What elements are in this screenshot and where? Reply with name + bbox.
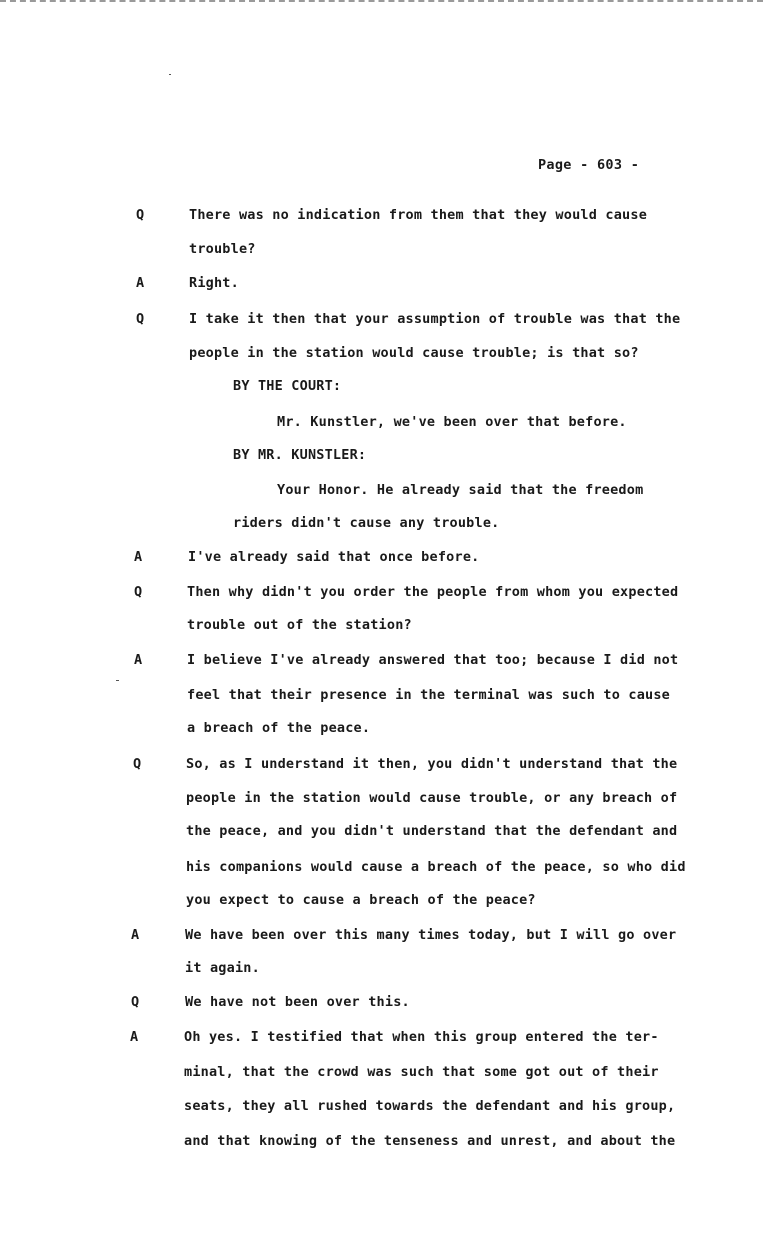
testimony-line: I take it then that your assumption of trouble was that the [189,311,681,327]
page-top-edge [0,0,763,6]
counsel-speech-line: Your Honor. He already said that the freedom [277,482,644,498]
testimony-line: Right. [189,275,239,291]
speaker-label: Q [131,994,140,1010]
speaker-label: A [134,549,143,565]
testimony-line: We have not been over this. [185,994,410,1010]
speaker-label: Q [136,311,145,327]
testimony-line: people in the station would cause trouble; is that so? [189,345,639,361]
speaker-label: A [131,927,140,943]
counsel-heading: BY MR. KUNSTLER: [233,447,367,463]
speaker-label: Q [134,584,143,600]
counsel-speech-line: riders didn't cause any trouble. [233,515,500,531]
speaker-label: Q [133,756,142,772]
testimony-line: trouble out of the station? [187,617,412,633]
testimony-line: We have been over this many times today, but I will go over [185,927,677,943]
testimony-line: Oh yes. I testified that when this group entered the ter- [184,1029,659,1045]
testimony-line: I've already said that once before. [188,549,480,565]
speaker-label: A [134,652,143,668]
testimony-line: I believe I've already answered that too; because I did not [187,652,679,668]
testimony-line: people in the station would cause trouble, or any breach of [186,790,678,806]
testimony-line: a breach of the peace. [187,720,371,736]
testimony-line: minal, that the crowd was such that some got out of their [184,1064,659,1080]
testimony-line: Then why didn't you order the people from whom you expected [187,584,679,600]
testimony-line: seats, they all rushed towards the defendant and his group, [184,1098,676,1114]
court-speech-line: Mr. Kunstler, we've been over that before. [277,414,627,430]
testimony-line: trouble? [189,241,256,257]
testimony-line: the peace, and you didn't understand that the defendant and [186,823,678,839]
scan-speck [116,680,119,681]
testimony-line: There was no indication from them that they would cause [189,207,648,223]
testimony-line: feel that their presence in the terminal was such to cause [187,687,671,703]
court-heading: BY THE COURT: [233,378,342,394]
page-number: Page - 603 - [538,157,640,173]
testimony-line: you expect to cause a breach of the peace? [186,892,536,908]
speaker-label: Q [136,207,145,223]
speaker-label: A [130,1029,139,1045]
scan-speck [169,74,171,75]
testimony-line: So, as I understand it then, you didn't understand that the [186,756,678,772]
speaker-label: A [136,275,145,291]
testimony-line: it again. [185,960,260,976]
testimony-line: his companions would cause a breach of the peace, so who did [186,859,686,875]
testimony-line: and that knowing of the tenseness and unrest, and about the [184,1133,676,1149]
